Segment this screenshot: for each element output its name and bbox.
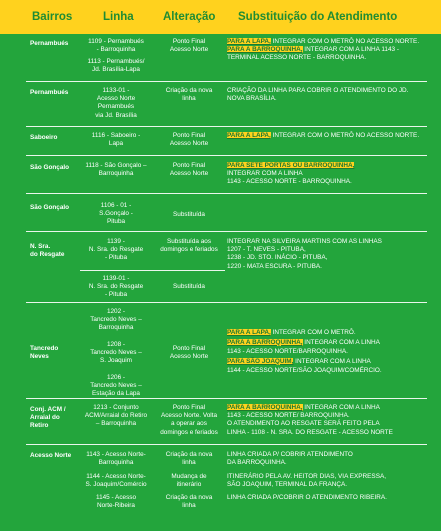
bairro-name: Tancredo Neves xyxy=(30,345,59,360)
row-divider xyxy=(26,193,427,194)
substituicao-rest: INTEGRAR COM A LINHA 1143 - ACESSO NORTE/BARROQUINHA. xyxy=(227,338,380,355)
bairro-name: São Gonçalo xyxy=(30,204,70,211)
linha-name: 1139-01 - N. Sra. do Resgate - Pituba xyxy=(88,275,144,299)
row-divider xyxy=(26,231,427,232)
highlight-text: PARA A BARROQUINHA, xyxy=(227,404,303,411)
substituicao-text: LINHA CRIADA P/COBRIR O ATENDIMENTO RIBEIRA. xyxy=(227,494,387,501)
substituicao-text: CRIAÇÃO DA LINHA PARA COBRIR O ATENDIMENTO DO JD. NOVA BRASÍLIA. xyxy=(227,87,409,103)
row-divider xyxy=(26,81,427,82)
alteracao-text: Mudança de itinerário xyxy=(171,473,207,489)
alteracao-text: Substituída xyxy=(173,283,205,290)
substituicao-rest: INTEGRAR COM O METRÔ NO ACESSO NORTE. xyxy=(270,132,420,139)
alteracao-text: Criação da nova linha xyxy=(165,451,213,467)
alteracao-text: Substituída aos domingos e feriados xyxy=(160,238,218,254)
alteracao-text: Ponto Final Acesso Norte. Volta a operar aos domingos e feriados xyxy=(160,404,218,436)
table-header xyxy=(0,0,441,34)
substituicao-text xyxy=(227,404,427,437)
linha-name: 1118 - São Gonçalo – Barroquinha xyxy=(85,162,147,178)
highlight-text: PARA SÃO JOAQUIM, xyxy=(227,357,294,365)
linha-name: 1213 - Conjunto ACM/Arraial do Retiro – Barroquinha xyxy=(84,404,148,428)
bairro-name: Saboeiro xyxy=(30,134,58,141)
substituicao-text xyxy=(227,162,427,187)
substituicao-text xyxy=(227,38,427,63)
substituicao-rest: INTEGRAR COM A LINHA 1144 - ACESSO NORTE/SÃO JOAQUIM/COMÉRCIO. xyxy=(227,357,382,374)
alteracao-text: Ponto Final Acesso Norte xyxy=(169,345,209,361)
substituicao-rest: INTEGRAR COM O METRÔ NO ACESSO NORTE. xyxy=(270,38,420,45)
bairro-name: São Gonçalo xyxy=(30,164,70,171)
highlight-text: PARA A BARROQUINHA, xyxy=(227,46,303,54)
linha-name: 1139 - N. Sra. do Resgate - Pituba xyxy=(88,238,144,262)
alteracao-text: Substituída xyxy=(173,211,205,218)
highlight-text: PARA SETE PORTAS OU BARROQUINHA, xyxy=(227,162,355,169)
header-bairros: Bairros xyxy=(32,11,73,23)
highlight-text: PARA A LAPA, xyxy=(227,38,271,45)
substituicao-text: INTEGRAR NA SILVEIRA MARTINS COM AS LINHAS 1207 - T. NEVES - PITUBA, 1238 - JD. STO. INÁCIO - PITUBA, 1220 - MATA ESCURA - PITUBA. xyxy=(227,238,382,270)
substituicao-text: ITINERÁRIO PELA AV. HEITOR DIAS, VIA EXPRESSA, SÃO JOAQUIM, TERMINAL DA FRANÇA. xyxy=(227,473,386,489)
alteracao-text: Ponto Final Acesso Norte xyxy=(169,38,209,54)
alteracao-text: Ponto Final Acesso Norte xyxy=(169,132,209,148)
row-divider xyxy=(26,126,427,127)
highlight-text: PARA A LAPA, xyxy=(227,329,271,336)
row-divider xyxy=(26,444,427,445)
alteracao-text: Criação da nova linha xyxy=(165,87,213,103)
substituicao-rest: INTEGRAR COM A LINHA 1143 - TERMINAL ACESSO NORTE - BARROQUINHA. xyxy=(227,46,399,62)
substituicao-rest: INTEGRAR COM A LINHA 1143 - ACESSO NORTE - BARROQUINHA. xyxy=(227,170,352,186)
linha-name: 1143 - Acesso Norte- Barroquinha xyxy=(86,451,146,467)
bairro-name: N. Sra. do Resgate xyxy=(30,243,65,258)
substituicao-text: LINHA CRIADA P/ COBRIR ATENDIMENTO DA BARROQUINHA. xyxy=(227,451,353,467)
alteracao-text: Criação da nova linha xyxy=(165,494,213,510)
linha-name: 1106 - 01 - S.Gonçalo - Pituba xyxy=(99,202,133,226)
alteracao-text: Ponto Final Acesso Norte xyxy=(169,162,209,178)
linha-name: 1116 - Saboeiro - Lapa xyxy=(91,132,141,148)
substituicao-rest: INTEGRAR COM A LINHA 1143 - ACESSO NORTE/ BARROQUINHA. O ATENDIMENTO AO RESGATE SERÁ FEITO PELA LINHA - 1108 - N. SRA. DO RESGATE - ACESSO NORTE xyxy=(227,404,393,436)
bairro-name: Pernambués xyxy=(30,40,69,47)
bairro-name: Pernambués xyxy=(30,89,69,96)
highlight-text: PARA A BARROQUINHA, xyxy=(227,338,303,346)
row-divider xyxy=(26,155,427,156)
header-substituicao: Substituição do Atendimento xyxy=(238,11,398,23)
row-divider xyxy=(26,398,427,399)
substituicao-text xyxy=(227,132,427,140)
linha-name: 1113 - Pernambués/ Jd. Brasília-Lapa xyxy=(87,58,145,74)
linha-name: 1202 - Tancredo Neves – Barroquinha 1208 - Tancredo Neves – S. Joaquim 1206 - Tancredo Neves – Estação da Lapa xyxy=(90,308,142,398)
linha-name: 1145 - Acesso Norte-Ribeira xyxy=(95,494,137,510)
highlight-text: PARA A LAPA, xyxy=(227,132,271,139)
linha-name: 1133-01 - Acesso Norte Pernambués via Jd. Brasília xyxy=(95,87,137,119)
linha-name: 1109 - Pernambués - Barroquinha xyxy=(88,38,144,54)
substituicao-text xyxy=(227,328,427,376)
bairro-name: Conj. ACM / Arraial do Retiro xyxy=(30,406,66,429)
row-divider xyxy=(26,302,427,303)
row-divider xyxy=(80,270,225,271)
header-alteracao: Alteração xyxy=(163,11,216,23)
substituicao-rest: INTEGRAR COM O METRÔ. xyxy=(270,329,356,336)
linha-name: 1144 - Acesso Norte- S. Joaquim/Comércio xyxy=(85,473,147,489)
bairro-name: Acesso Norte xyxy=(30,452,72,459)
header-linha: Linha xyxy=(103,11,134,23)
